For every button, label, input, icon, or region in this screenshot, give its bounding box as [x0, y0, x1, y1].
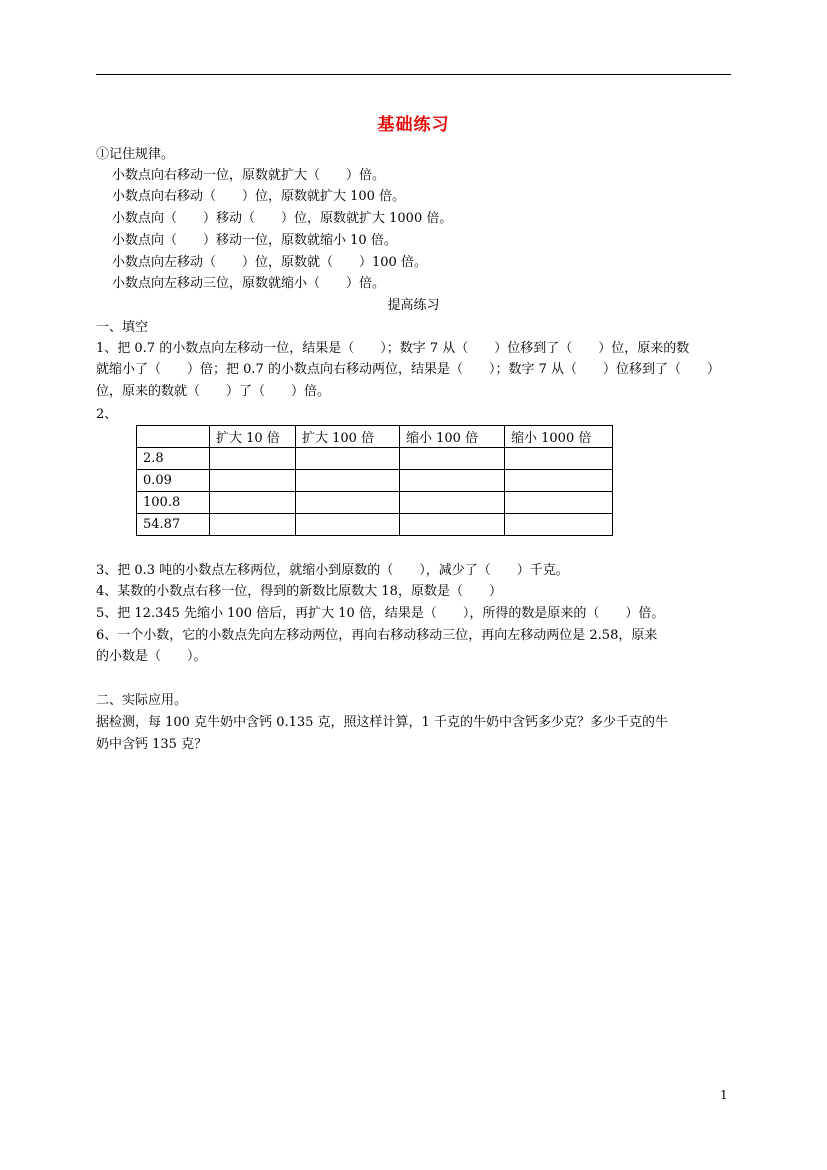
question-1-line: 就缩小了（ ）倍；把 0.7 的小数点向右移动两位，结果是（ ）；数字 7 从（ ）位移到了（ ） — [96, 362, 720, 377]
answer-cell[interactable] — [210, 470, 296, 492]
answer-cell[interactable] — [210, 448, 296, 470]
part2-heading: 二、实际应用。 — [96, 693, 188, 708]
question-6-line: 6、一个小数，它的小数点先向左移动两位，再向右移动移动三位，再向左移动两位是 2.58，原来 — [96, 628, 658, 643]
answer-cell[interactable] — [210, 514, 296, 536]
question-3: 3、把 0.3 吨的小数点左移两位，就缩小到原数的（ ），减少了（ ）千克。 — [96, 563, 569, 578]
table-row — [137, 492, 613, 514]
rule-line: 小数点向（ ）移动（ ）位，原数就扩大 1000 倍。 — [112, 211, 453, 226]
answer-cell[interactable] — [296, 514, 400, 536]
answer-cell[interactable] — [505, 470, 613, 492]
answer-cell[interactable] — [505, 448, 613, 470]
table-row — [137, 448, 613, 470]
table-row — [137, 470, 613, 492]
question-6-line: 的小数是（ ）。 — [96, 649, 207, 664]
part1-heading: 一、填空 — [96, 320, 149, 335]
page-number: 1 — [720, 1088, 728, 1102]
answer-cell[interactable] — [505, 492, 613, 514]
question-2-label: 2、 — [96, 407, 118, 422]
page-title: 基础练习 — [377, 115, 450, 135]
rule-line: 小数点向右移动（ ）位，原数就扩大 100 倍。 — [112, 189, 406, 204]
answer-cell[interactable] — [400, 470, 505, 492]
table-row — [137, 514, 613, 536]
table-row-label: 54.87 — [137, 514, 210, 536]
rule-line: 小数点向（ ）移动一位，原数就缩小 10 倍。 — [112, 233, 397, 248]
question-4: 4、某数的小数点右移一位，得到的新数比原数大 18，原数是（ ） — [96, 584, 502, 599]
table-row-label: 0.09 — [137, 470, 210, 492]
answer-cell[interactable] — [400, 492, 505, 514]
question-5: 5、把 12.345 先缩小 100 倍后，再扩大 10 倍，结果是（ ），所得的数是原来的（ ）倍。 — [96, 606, 665, 621]
table-row-label: 2.8 — [137, 448, 210, 470]
answer-cell[interactable] — [296, 470, 400, 492]
header-rule — [96, 74, 731, 75]
table-header-cell: 缩小 100 倍 — [400, 426, 505, 448]
application-line: 据检测，每 100 克牛奶中含钙 0.135 克，照这样计算，1 千克的牛奶中含钙多少克？多少千克的牛 — [96, 715, 668, 730]
table-row-label: 100.8 — [137, 492, 210, 514]
answer-cell[interactable] — [400, 448, 505, 470]
rule-line: 小数点向左移动（ ）位，原数就（ ）100 倍。 — [112, 255, 427, 270]
question-1-line: 1、把 0.7 的小数点向左移动一位，结果是（ ）；数字 7 从（ ）位移到了（ ）位，原来的数 — [96, 341, 690, 356]
rules-heading: ①记住规律。 — [96, 147, 175, 162]
answer-cell[interactable] — [400, 514, 505, 536]
answer-cell[interactable] — [210, 492, 296, 514]
advanced-heading: 提高练习 — [387, 298, 440, 313]
table-header-row — [137, 426, 613, 448]
application-line: 奶中含钙 135 克？ — [96, 737, 208, 752]
conversion-table — [136, 425, 613, 536]
rule-line: 小数点向右移动一位，原数就扩大（ ）倍。 — [112, 168, 386, 183]
answer-cell[interactable] — [296, 448, 400, 470]
table-header-cell — [137, 426, 210, 448]
rule-line: 小数点向左移动三位，原数就缩小（ ）倍。 — [112, 276, 386, 291]
answer-cell[interactable] — [296, 492, 400, 514]
table-header-cell: 扩大 100 倍 — [296, 426, 400, 448]
answer-cell[interactable] — [505, 514, 613, 536]
table-header-cell: 扩大 10 倍 — [210, 426, 296, 448]
question-1-line: 位，原来的数就（ ）了（ ）倍。 — [96, 384, 331, 399]
table-header-cell: 缩小 1000 倍 — [505, 426, 613, 448]
